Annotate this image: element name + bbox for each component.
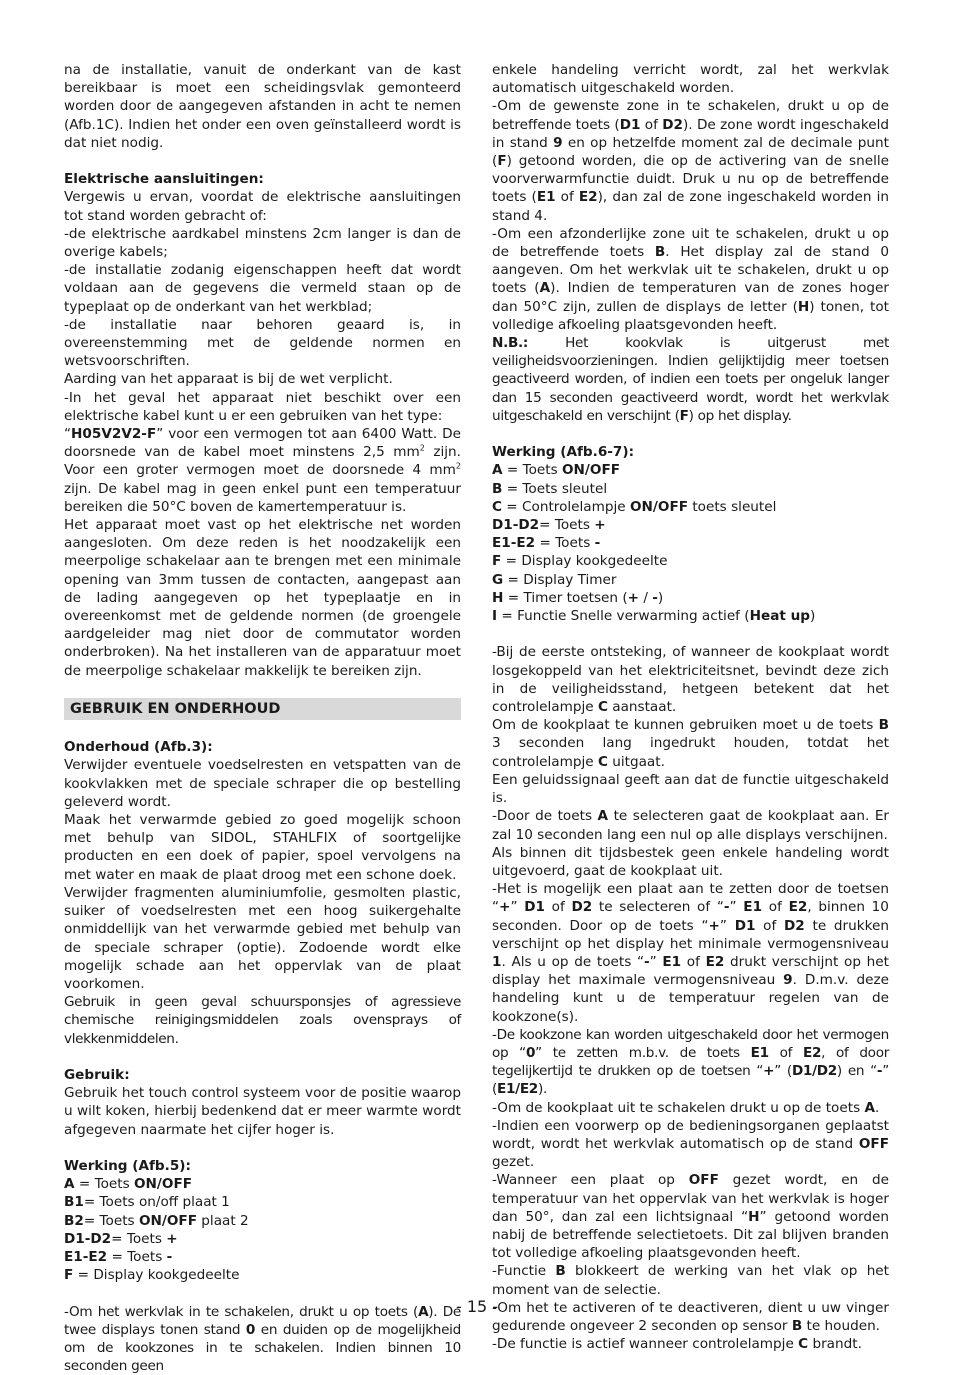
text-run: ) op het display. xyxy=(688,407,792,424)
legend-bold: + xyxy=(627,589,640,606)
text-run: ” xyxy=(510,899,525,916)
legend-list-afb67 xyxy=(492,461,889,625)
legend-bold: - xyxy=(594,535,601,552)
page-number: - 15 - xyxy=(455,1297,499,1316)
legend-key: C xyxy=(492,498,502,515)
paragraph-plaat-aanzetten xyxy=(492,880,889,1026)
legend-sep: = xyxy=(503,589,524,606)
text-run: -Het is mogelijk een plaat aan te zetten door de toetsen “ xyxy=(492,881,889,916)
text-run: . Als u op de toets “ xyxy=(501,953,644,970)
legend-post: plaat 2 xyxy=(196,1212,249,1229)
legend-item xyxy=(492,589,889,607)
paragraph-functie-actief xyxy=(492,1335,889,1353)
bold-run: + xyxy=(499,899,511,916)
bold-run: 9 xyxy=(553,134,563,151)
legend-pre: Toets xyxy=(126,1230,167,1247)
legend-sep: = xyxy=(535,535,556,552)
bold-run: OFF xyxy=(688,1172,719,1189)
bold-run: B xyxy=(791,1317,803,1334)
text-run: -De functie is actief wanneer controlelampje xyxy=(492,1336,799,1353)
legend-item xyxy=(492,552,889,570)
bold-run: F xyxy=(679,407,689,424)
paragraph-kookzone-uit xyxy=(492,1026,889,1099)
paragraph-eerste-ontsteking xyxy=(492,643,889,716)
legend-post2: ) xyxy=(657,589,664,606)
legend-key: D1-D2 xyxy=(492,517,540,534)
bold-run: - xyxy=(876,1063,883,1080)
paragraph-kabel: -In het geval het apparaat niet beschikt over een elektrische kabel kunt u er een gebruiken van het type: xyxy=(64,389,461,424)
legend-pre: Display kookgedeelte xyxy=(521,553,668,570)
bold-run: H xyxy=(748,1208,760,1225)
legend-list-afb5 xyxy=(64,1175,461,1284)
heading-elektrische-aansluitingen: Elektrische aansluitingen: xyxy=(64,171,264,188)
bold-run: 1 xyxy=(492,953,502,970)
bold-run: A xyxy=(864,1099,876,1116)
legend-item xyxy=(492,516,889,534)
paragraph-tijdsbestek xyxy=(492,844,889,880)
legend-sep: = xyxy=(74,1176,95,1193)
text-run: ” ( xyxy=(774,1063,792,1080)
legend-pre: Display Timer xyxy=(523,571,617,588)
paragraph-zone-uitschakelen xyxy=(492,225,889,334)
text-run: ). De zone wordt ingeschakeld in stand xyxy=(492,116,890,151)
legend-sep: = xyxy=(502,480,523,497)
legend-pre: Toets xyxy=(554,517,595,534)
bold-run: D1 xyxy=(524,899,545,916)
legend-item xyxy=(492,461,889,479)
legend-sep: = xyxy=(107,1248,128,1265)
text-run: ” xyxy=(719,917,735,934)
text-run: ” te zetten m.b.v. de toets xyxy=(535,1044,751,1061)
bold-run: + xyxy=(708,917,720,934)
legend-key: I xyxy=(492,608,498,625)
bold-run: + xyxy=(763,1063,775,1080)
text-run: Het kookvlak is uitgerust met veiligheidsvoorzieningen. Indien gelijktijdig meer toetsen geactiveerd worden, of indien een toets per ongeluk langer dan 15 seconden geactiveerd wordt, wordt het werkvlak uitgeschakeld en verschijnt ( xyxy=(492,335,889,424)
legend-sep: = xyxy=(501,553,522,570)
text-run: gezet wordt, en de temperatuur van het oppervlak van het werkvlak is hoger dan 50°, dan zal een lichtsignaal “ xyxy=(492,1172,889,1225)
bold-run: E2 xyxy=(578,189,598,206)
paragraph-touch-control: Gebruik het touch control systeem voor de positie waarop u wilt koken, hierbij bedenkend dat er meer warmte wordt afgegeven naarmate het cijfer hoger is. xyxy=(64,1085,461,1138)
legend-key: D1-D2 xyxy=(64,1230,112,1247)
text-run: ), dan zal de zone ingeschakeld worden in stand 4. xyxy=(492,189,889,224)
legend-key: A xyxy=(492,462,503,479)
bold-run: A xyxy=(539,280,551,297)
text-run: Als binnen dit tijdsbestek geen enkele handeling wordt uitgevoerd, gaat de kookplaat uit. xyxy=(492,844,889,879)
paragraph-functie-b xyxy=(492,1262,889,1298)
paragraph-fragmenten: Verwijder fragmenten aluminiumfolie, gesmolten plastic, suiker of voedselresten met een hoog suikergehalte onmiddellijk van het verwarmde gebied met behulp van de speciale schraper (optie). Zodoende wordt elke mogelijk schade aan het oppervlak van de plaat voorkomen. xyxy=(64,884,461,992)
legend-key: E1-E2 xyxy=(492,535,536,552)
text-run: -Indien een voorwerp op de bedieningsorganen geplaatst wordt, wordt het werkvlak automatisch op de stand xyxy=(492,1117,889,1152)
bold-run: F xyxy=(497,153,507,170)
legend-key: A xyxy=(64,1176,75,1193)
paragraph-installatie: na de installatie, vanuit de onderkant van de kast bereikbaar is moet een scheidingsvlak gemonteerd worden door de aangegeven afstanden in acht te nemen (Afb.1C). Indien het onder een oven geïnstalleerd wordt is dat niet nodig. xyxy=(64,62,461,151)
bold-run: E2 xyxy=(788,899,808,916)
bold-run: E1 xyxy=(743,899,763,916)
bold-run: D2 xyxy=(571,899,593,916)
text-run: ” xyxy=(729,899,744,916)
text-run: of xyxy=(755,917,785,934)
bold-run: E2 xyxy=(803,1044,822,1061)
paragraph-voorwerp xyxy=(492,1117,889,1172)
bold-run: C xyxy=(597,699,608,716)
paragraph-geaard: -de installatie naar behoren geaard is, in overeenstemming met de geldende normen en wetsvoorschriften. xyxy=(64,316,461,370)
bold-run: H xyxy=(797,298,810,315)
legend-item xyxy=(492,480,889,498)
legend-bold: ON/OFF xyxy=(138,1212,197,1229)
legend-key: B2 xyxy=(64,1212,84,1229)
legend-pre: Toets xyxy=(94,1176,134,1193)
paragraph-kabel-type: “H05V2V2-F” voor een vermogen tot aan 6400 Watt. De doorsnede van de kabel moet minstens 2,5 $mm^2$ zijn. Voor een groter vermogen moet de doorsnede 4 $mm^2$ zijn. De kabel mag in geen enkel punt een temperatuur bereiken die 50°C boven de kamertemperatuur is. xyxy=(64,426,461,515)
legend-key: G xyxy=(492,571,504,588)
paragraph-kookplaat-uit xyxy=(492,1099,889,1117)
paragraph-plaat-off xyxy=(492,1171,889,1262)
bold-run: A xyxy=(597,808,609,825)
legend-pre: Toets sleutel xyxy=(522,480,608,497)
paragraph-kookplaat-gebruiken xyxy=(492,716,889,771)
paragraph-aarding: Aarding van het apparaat is bij de wet verplicht. xyxy=(64,371,393,388)
bold-run: D2 xyxy=(662,116,683,133)
legend-sep: = xyxy=(73,1267,94,1284)
text-run: ” ( xyxy=(492,1063,889,1098)
legend-key: B1 xyxy=(64,1194,84,1211)
text-run: -Bij de eerste ontsteking, of wanneer de kookplaat wordt losgekoppeld van het elektriciteitsnet, bevindt deze zich in de veiligheidsstand, hetgeen betekent dat het controlelampje xyxy=(492,644,889,716)
text-run: ). xyxy=(537,1081,548,1098)
legend-pre: Toets xyxy=(522,462,562,479)
paragraph-vergewis: Vergewis u ervan, voordat de elektrische aansluitingen tot stand worden gebracht of: xyxy=(64,189,461,224)
text-run: . D.m.v. deze handeling kunt u de temperatuur regelen van de kookzone(s). xyxy=(492,972,889,1025)
heading-gebruik: Gebruik: xyxy=(64,1066,130,1083)
legend-post: toets sleutel xyxy=(688,498,777,515)
bold-run: E1/E2 xyxy=(497,1081,538,1098)
legend-bold2: - xyxy=(652,589,658,606)
legend-item xyxy=(492,498,889,516)
text-run: ) getoond worden, die op de activering van de snelle voorverwarmfunctie duidt. Druk u nu op de betreffende toets ( xyxy=(492,153,889,206)
text-run: of xyxy=(640,116,663,133)
text-run: of xyxy=(681,953,706,970)
text-run: te selecteren gaat de kookplaat aan. Er zal 10 seconden lang een nul op alle displays verschijnen. xyxy=(492,808,889,843)
text-run: ” xyxy=(649,953,663,970)
text-run: 3 seconden lang ingedrukt houden, totdat het controlelampje xyxy=(492,735,889,770)
legend-sep: = xyxy=(111,1230,127,1247)
text-run: -Door de toets xyxy=(492,808,598,825)
text-run: Een geluidssignaal geeft aan dat de functie uitgeschakeld is. xyxy=(492,771,889,807)
text-run: , of door tegelijkertijd te drukken op de toetsen “ xyxy=(492,1044,890,1080)
text-run: of xyxy=(544,899,572,916)
legend-key: H xyxy=(492,589,504,606)
text-run: brandt. xyxy=(808,1336,862,1353)
legend-item xyxy=(64,1212,461,1230)
section-title-gebruik-en-onderhoud: GEBRUIK EN ONDERHOUD xyxy=(64,698,461,720)
text-run: en op hetzelfde moment zal de decimale punt ( xyxy=(492,134,889,170)
legend-pre: Controlelampje xyxy=(522,498,630,515)
text-run: te selecteren of “ xyxy=(592,899,724,916)
bold-run: B xyxy=(654,244,666,261)
text-run: gezet. xyxy=(492,1154,535,1171)
bold-run: B xyxy=(878,717,889,734)
paragraph-aardkabel: -de elektrische aardkabel minstens 2cm langer is dan de overige kabels; xyxy=(64,225,461,261)
bold-run: N.B.: xyxy=(492,335,529,352)
text-run: of xyxy=(762,899,789,916)
text-run: . xyxy=(875,1099,880,1116)
text-run: ” getoond worden nabij de betreffende selectietoets. Dit zal blijven branden tot volledige afkoeling plaatsgevonden heeft. xyxy=(492,1208,889,1262)
bold-run: B xyxy=(555,1263,566,1280)
legend-bold: Heat up xyxy=(749,608,811,625)
bold-run: E1 xyxy=(536,189,556,206)
bold-run: OFF xyxy=(858,1135,889,1152)
legend-post: ) xyxy=(810,608,816,625)
bold-run: D1 xyxy=(619,116,641,133)
paragraph-om-werkvlak: -Om het werkvlak in te schakelen, drukt u op toets (A). De twee displays tonen stand 0 en duiden op de mogelijkheid om de kookzones in te schakelen. Indien binnen 10 seconden geen xyxy=(64,1303,461,1375)
paragraph-vast-aansluiten: Het apparaat moet vast op het elektrische net worden aangesloten. Om deze reden is het noodzakelijk een meerpolige schakelaar aan te brengen met een minimale opening van 3mm tussen de contacten, aangepast aan de lading aangegeven op het typeplaatje en in overeenkomst met de geldende normen (de groengele aardgeleider mag niet door de commutator worden onderbroken). Na het installeren van de apparatuur moet de meerpolige schakelaar makkelijk te bereiken zijn. xyxy=(64,517,461,679)
legend-item xyxy=(64,1266,461,1284)
text-run: -De kookzone kan worden uitgeschakeld door het vermogen op “ xyxy=(492,1026,889,1061)
paragraph-eigenschappen: -de installatie zodanig eigenschappen heeft dat wordt voldaan aan de gegevens die vermeld staan op de typeplaat op de onderkant van het werkblad; xyxy=(64,262,461,315)
legend-bold: ON/OFF xyxy=(629,498,689,515)
text-run: -Wanneer een plaat op xyxy=(492,1172,689,1189)
text-run: ). Indien de temperaturen van de zones hoger dan 50°C zijn, zullen de displays de letter ( xyxy=(492,280,889,315)
legend-bold: + xyxy=(594,517,606,534)
text-run: , binnen 10 seconden. Door op de toets “ xyxy=(492,899,889,934)
legend-pre: Functie Snelle verwarming actief ( xyxy=(517,608,750,625)
bold-run: E1 xyxy=(662,953,682,970)
legend-key: F xyxy=(492,553,502,570)
text-run: ) en “ xyxy=(836,1063,877,1080)
legend-item xyxy=(492,607,889,625)
right-column xyxy=(492,61,889,1353)
kabel-type: H05V2V2-F xyxy=(71,426,157,443)
text-run: of xyxy=(555,189,579,206)
paragraph-toets-a xyxy=(492,807,889,843)
paragraph-geluidssignaal xyxy=(492,771,889,807)
legend-sep: = xyxy=(497,608,518,625)
heading-onderhoud: Onderhoud (Afb.3): xyxy=(64,739,213,756)
heading-werking-afb67: Werking (Afb.6-7): xyxy=(492,444,635,461)
legend-sep: = xyxy=(501,498,523,515)
text-run: of xyxy=(768,1044,803,1061)
paragraph-maak-schoon: Maak het verwarmde gebied zo goed mogelijk schoon met behulp van SIDOL, STAHLFIX of soortgelijke producten en een doek of papier, spoel vervolgens na met water en maak de plaat droog met een schone doek. xyxy=(64,812,461,883)
text-run: Om de kookplaat te kunnen gebruiken moet u de toets xyxy=(492,717,879,734)
text-run: -Om de kookplaat uit te schakelen drukt u op de toets xyxy=(492,1099,865,1116)
bold-run: 9 xyxy=(783,972,793,989)
legend-pre: Toets xyxy=(555,535,595,552)
paragraph-vervolg: enkele handeling verricht wordt, zal het werkvlak automatisch uitgeschakeld worden. xyxy=(492,62,889,97)
heading-werking-afb5: Werking (Afb.5): xyxy=(64,1157,191,1174)
text-run: ) tonen, tot volledige afkoeling plaatsgevonden heeft. xyxy=(492,298,889,333)
bold-run: D1 xyxy=(734,917,756,934)
text-run: aanstaat. xyxy=(607,699,677,716)
bold-run: - xyxy=(723,899,730,916)
paragraph-schuursponsjes: Gebruik in geen geval schuursponsjes of agressieve chemische reinigingsmiddelen zoals ovensprays of vlekkenmiddelen. xyxy=(64,994,461,1047)
text-run: uitgaat. xyxy=(607,753,665,770)
bold-run: D1/D2 xyxy=(791,1063,837,1080)
legend-sep: = xyxy=(502,462,523,479)
legend-post: / xyxy=(639,589,653,606)
legend-item xyxy=(64,1248,461,1266)
bold-run: D2 xyxy=(784,917,805,934)
legend-pre: Toets xyxy=(127,1248,167,1265)
legend-pre: Display kookgedeelte xyxy=(93,1267,240,1284)
legend-bold: + xyxy=(166,1230,178,1247)
bold-run: - xyxy=(644,953,650,970)
text-run: -Om een afzonderlijke zone uit te schakelen, drukt u op de betreffende toets xyxy=(492,225,889,261)
legend-pre: Timer toetsen ( xyxy=(523,589,628,606)
text-run: . Het display zal de stand 0 aangeven. Om het werkvlak uit te schakelen, drukt u op toets ( xyxy=(492,244,889,297)
bold-run: E2 xyxy=(705,953,725,970)
legend-item xyxy=(64,1193,461,1211)
legend-key: B xyxy=(492,480,503,497)
text-run: te drukken verschijnt op het display het minimale vermogensniveau xyxy=(492,917,889,952)
legend-key: E1-E2 xyxy=(64,1248,108,1265)
paragraph-verwijder: Verwijder eventuele voedselresten en vetspatten van de kookvlakken met de speciale schraper die op bestelling geleverd wordt. xyxy=(64,757,461,810)
legend-key: F xyxy=(64,1267,74,1284)
legend-bold: ON/OFF xyxy=(561,462,621,479)
legend-bold: ON/OFF xyxy=(133,1176,193,1193)
legend-sep: = xyxy=(539,517,555,534)
bold-run: C xyxy=(597,753,608,770)
legend-pre: Toets on/off plaat 1 xyxy=(99,1194,230,1211)
text-run: blokkeert de werking van het vlak op het moment van de selectie. xyxy=(492,1263,889,1298)
legend-item xyxy=(492,534,889,552)
bold-run: E1 xyxy=(750,1044,769,1061)
legend-item xyxy=(492,571,889,589)
text-run: -Om de gewenste zone in te schakelen, drukt u op de betreffende toets ( xyxy=(492,98,889,133)
legend-sep: = xyxy=(503,571,524,588)
legend-bold: - xyxy=(166,1248,173,1265)
bold-run: C xyxy=(798,1336,809,1353)
text-run: drukt verschijnt op het display het maximale vermogensniveau xyxy=(492,953,889,989)
text-run: -Om het te activeren of te deactiveren, dient u uw vinger gedurende ongeveer 2 seconden op sensor xyxy=(492,1299,889,1334)
bold-run: 0 xyxy=(525,1044,536,1061)
paragraph-zone-inschakelen xyxy=(492,97,889,224)
left-column xyxy=(64,61,461,1375)
text-run: -Functie xyxy=(492,1263,556,1280)
legend-item xyxy=(64,1175,461,1193)
legend-sep: = xyxy=(83,1212,100,1229)
paragraph-nb xyxy=(492,334,889,425)
legend-sep: = xyxy=(83,1194,100,1211)
legend-pre: Toets xyxy=(99,1212,139,1229)
text-run: te houden. xyxy=(802,1317,880,1334)
legend-item xyxy=(64,1230,461,1248)
